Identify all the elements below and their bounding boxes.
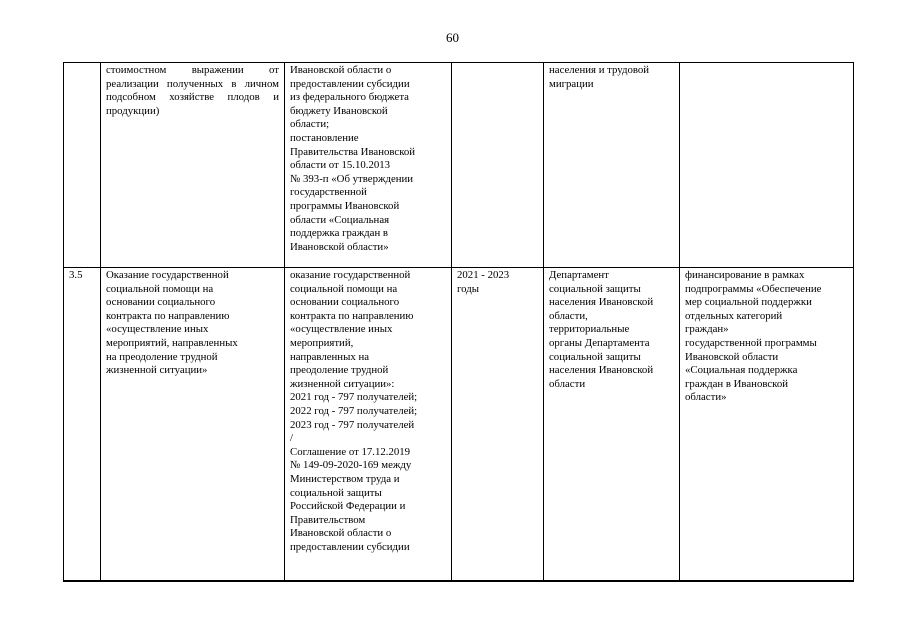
cell-basis (285, 268, 452, 581)
cell-executor-text: Департамент социальной защиты населения Ивановской области, территориальные органы Департамента социальной защиты населения Ивановской области (549, 269, 654, 390)
cell-funding (680, 63, 854, 268)
table-row (64, 63, 854, 268)
cell-executor (544, 268, 680, 581)
cell-period (452, 268, 544, 581)
cell-number (64, 268, 101, 581)
cell-basis (285, 63, 452, 268)
cell-basis-text: Ивановской области о предоставлении субсидии из федерального бюджета бюджету Ивановской области; постановление Правительства Ивановской области от 15.10.2013 № 393-п «Об утверждении государственной программы Ивановской области «Социальная поддержка граждан в Ивановской области» (290, 64, 416, 253)
cell-basis-text: оказание государственной социальной помощи на основании социального контракта по направлению «осуществление иных мероприятий, направленных на преодоление трудной жизненной ситуации»: 2021 год - 797 получателей; 2022 год - 797 получателей; 2023 год - 797 получателей / Соглашение от 17.12.2019 № 149-09-2020-169 между Министерством труда и социальной защиты Российской Федерации и Правительством Ивановской области о предоставлении субсидии (290, 269, 418, 553)
cell-event (101, 268, 285, 581)
table-row (64, 268, 854, 581)
cell-event (101, 63, 285, 268)
page-number: 60 (446, 30, 459, 45)
cell-executor (544, 63, 680, 268)
cell-event-text: стоимостном выражении от реализации полученных в личном подсобном хозяйстве плодов и продукции) (106, 64, 279, 117)
cell-number-text: 3.5 (69, 269, 83, 281)
cell-event-text: Оказание государственной социальной помощи на основании социального контракта по направлению «осуществление иных мероприятий, направленных на преодоление трудной жизненной ситуации» (106, 269, 238, 377)
cell-period (452, 63, 544, 268)
cell-executor-text: населения и трудовой миграции (549, 64, 650, 90)
cell-funding (680, 268, 854, 581)
measures-table (63, 62, 854, 582)
cell-period-text: 2021 - 2023 годы (457, 269, 510, 295)
cell-number (64, 63, 101, 268)
cell-funding-text: финансирование в рамках подпрограммы «Обеспечение мер социальной поддержки отдельных категорий граждан» государственной программы Ивановской области «Социальная поддержка граждан в Ивановской области» (685, 269, 822, 404)
